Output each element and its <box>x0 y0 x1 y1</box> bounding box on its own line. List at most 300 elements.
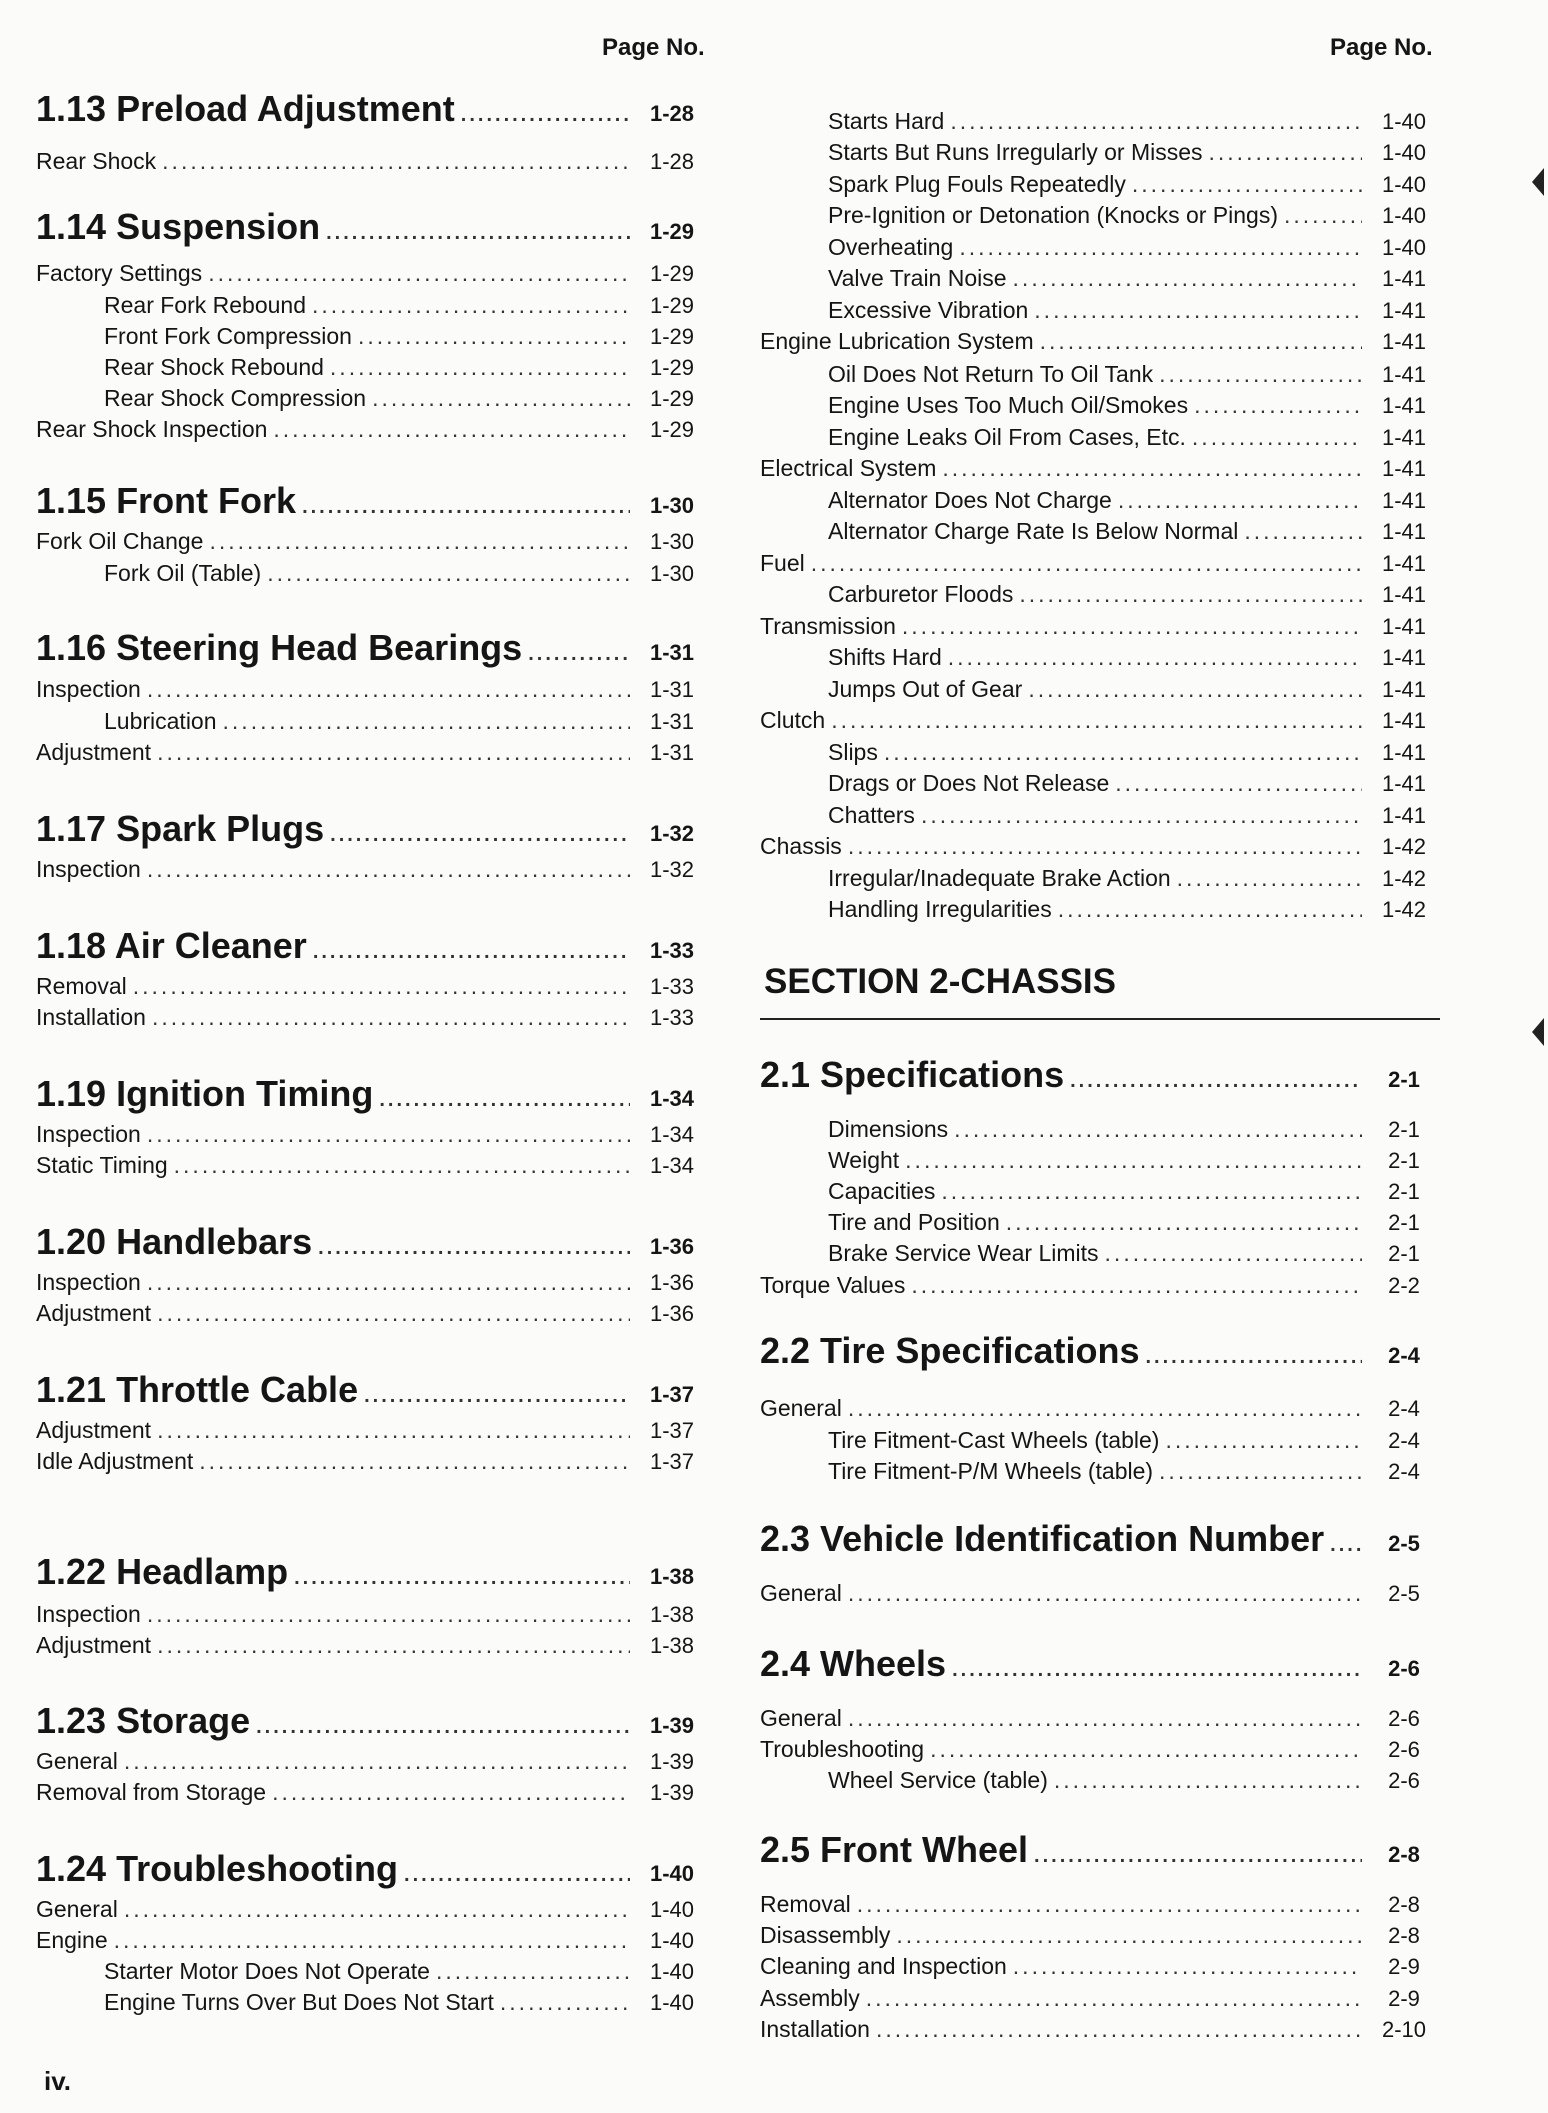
toc-page-number: 1-41 <box>1381 740 1427 765</box>
toc-entry-title: Factory Settings <box>36 260 203 286</box>
toc-page-number: 1-29 <box>649 324 695 349</box>
toc-page-number: 2-1 <box>1388 1179 1420 1204</box>
dot-leader <box>330 354 630 381</box>
dot-leader <box>911 1272 1362 1299</box>
toc-page-number: 1-40 <box>1381 172 1427 197</box>
toc-page-number: 1-41 <box>1381 393 1427 418</box>
dot-leader <box>372 385 630 412</box>
toc-entry <box>760 1458 1440 1485</box>
toc-entry <box>760 1395 1440 1422</box>
dot-leader <box>954 1116 1362 1143</box>
toc-entry-title: 1.13 Preload Adjustment <box>36 88 455 129</box>
toc-entry <box>36 1958 708 1985</box>
toc-page-number: 1-40 <box>649 1959 695 1984</box>
toc-page-number: 2-1 <box>1388 1117 1420 1142</box>
toc-page-number: 1-29 <box>649 219 695 244</box>
dot-leader <box>1054 1767 1362 1794</box>
dot-leader <box>267 560 630 587</box>
toc-entry <box>36 1004 708 1031</box>
toc-entry-title: Removal <box>760 1891 851 1917</box>
toc-section-entry <box>36 627 708 669</box>
toc-page-number: 2-4 <box>1388 1428 1420 1453</box>
dot-leader <box>1028 676 1362 703</box>
toc-entry-title: Clutch <box>760 707 826 733</box>
toc-page-number: 2-4 <box>1388 1396 1420 1421</box>
dot-leader <box>461 104 630 127</box>
toc-entry <box>36 856 708 883</box>
toc-page-number: 1-41 <box>1381 362 1427 387</box>
toc-entry <box>760 739 1440 766</box>
toc-page-number: 1-33 <box>649 974 695 999</box>
toc-section-entry <box>36 925 708 967</box>
toc-page-number: 1-36 <box>649 1234 695 1259</box>
dot-leader <box>941 1178 1362 1205</box>
toc-entry-title: Drags or Does Not Release <box>828 770 1110 796</box>
toc-page-number: 1-41 <box>1381 677 1427 702</box>
toc-section-entry <box>36 480 708 522</box>
dot-leader <box>959 234 1362 261</box>
toc-entry <box>36 708 708 735</box>
dot-leader <box>896 1922 1362 1949</box>
dot-leader <box>312 292 630 319</box>
toc-entry <box>36 1601 708 1628</box>
toc-section-entry <box>36 1700 708 1742</box>
toc-entry-title: Torque Values <box>760 1272 906 1298</box>
dot-leader <box>199 1448 630 1475</box>
toc-entry-title: Spark Plug Fouls Repeatedly <box>828 171 1126 197</box>
dot-leader <box>124 1896 630 1923</box>
toc-page-number: 2-10 <box>1381 2017 1427 2042</box>
toc-page-number: 2-5 <box>1388 1581 1420 1606</box>
toc-entry-title: Excessive Vibration <box>828 297 1029 323</box>
toc-page-number: 1-29 <box>649 355 695 380</box>
toc-page-number: 1-40 <box>1381 235 1427 260</box>
toc-section-entry <box>36 1221 708 1263</box>
toc-page-number: 1-37 <box>649 1449 695 1474</box>
toc-entry <box>36 1927 708 1954</box>
toc-entry <box>36 148 708 175</box>
dot-leader <box>1070 1070 1362 1093</box>
toc-entry-title: Capacities <box>828 1178 936 1204</box>
toc-page-number: 1-41 <box>1381 803 1427 828</box>
toc-entry-title: 2.5 Front Wheel <box>760 1829 1029 1870</box>
toc-entry <box>36 1632 708 1659</box>
toc-entry <box>760 171 1440 198</box>
toc-page-number: 2-4 <box>1388 1343 1420 1368</box>
toc-entry-title: Transmission <box>760 613 896 639</box>
dot-leader <box>1118 487 1362 514</box>
toc-entry-title: Alternator Charge Rate Is Below Normal <box>828 518 1239 544</box>
dot-leader <box>500 1989 630 2016</box>
toc-entry-title: Rear Shock Compression <box>104 385 367 411</box>
toc-page-number: 1-31 <box>649 740 695 765</box>
dot-leader <box>174 1152 630 1179</box>
toc-page-number: 1-38 <box>649 1633 695 1658</box>
toc-page-number: 1-34 <box>649 1122 695 1147</box>
toc-entry <box>760 1922 1440 1949</box>
toc-entry <box>760 1147 1440 1174</box>
dot-leader <box>1209 139 1362 166</box>
toc-entry <box>760 833 1440 860</box>
toc-entry-title: General <box>760 1705 842 1731</box>
toc-entry-title: Fuel <box>760 550 805 576</box>
toc-entry-title: Lubrication <box>104 708 217 734</box>
toc-entry-title: 1.15 Front Fork <box>36 480 297 521</box>
dot-leader <box>318 1237 630 1260</box>
section-divider <box>760 1018 1440 1020</box>
toc-entry <box>760 455 1440 482</box>
dot-leader <box>848 1705 1362 1732</box>
toc-page-number: 2-6 <box>1388 1706 1420 1731</box>
toc-entry <box>760 487 1440 514</box>
dot-leader <box>848 1580 1362 1607</box>
dot-leader <box>157 1300 630 1327</box>
toc-page-number: 1-34 <box>649 1153 695 1178</box>
dot-leader <box>147 1121 630 1148</box>
toc-entry-title: 2.2 Tire Specifications <box>760 1330 1140 1371</box>
toc-page-number: 2-4 <box>1388 1459 1420 1484</box>
toc-page-number: 1-36 <box>649 1301 695 1326</box>
toc-entry <box>760 297 1440 324</box>
dot-leader <box>1006 1209 1362 1236</box>
dot-leader <box>950 108 1362 135</box>
toc-entry-title: Tire Fitment-P/M Wheels (table) <box>828 1458 1154 1484</box>
toc-entry-title: 1.19 Ignition Timing <box>36 1073 374 1114</box>
dot-leader <box>313 941 630 964</box>
toc-entry-title: Inspection <box>36 1269 141 1295</box>
toc-entry <box>760 139 1440 166</box>
toc-page-number: 1-31 <box>649 677 695 702</box>
toc-entry <box>36 1417 708 1444</box>
toc-entry-title: Adjustment <box>36 1632 152 1658</box>
toc-entry <box>760 2016 1440 2043</box>
binding-edge-mark <box>1532 168 1544 196</box>
dot-leader <box>1330 1534 1362 1557</box>
toc-entry-title: Front Fork Compression <box>104 323 352 349</box>
toc-entry <box>760 328 1440 355</box>
dot-leader <box>223 708 630 735</box>
toc-entry <box>36 973 708 1000</box>
toc-entry-title: General <box>36 1748 118 1774</box>
toc-entry <box>760 518 1440 545</box>
toc-entry-title: Inspection <box>36 1601 141 1627</box>
dot-leader <box>811 550 1362 577</box>
toc-page-number: 1-32 <box>649 857 695 882</box>
toc-entry-title: 1.21 Throttle Cable <box>36 1369 359 1410</box>
toc-entry <box>760 1705 1440 1732</box>
toc-entry-title: Installation <box>36 1004 146 1030</box>
toc-page-number: 1-40 <box>649 1897 695 1922</box>
toc-entry <box>760 644 1440 671</box>
toc-entry-title: Brake Service Wear Limits <box>828 1240 1099 1266</box>
dot-leader <box>124 1748 630 1775</box>
toc-entry <box>36 739 708 766</box>
dot-leader <box>1105 1240 1362 1267</box>
toc-page-number: 2-9 <box>1388 1954 1420 1979</box>
toc-entry <box>36 1779 708 1806</box>
dot-leader <box>1013 265 1362 292</box>
toc-page-number: 1-41 <box>1381 456 1427 481</box>
dot-leader <box>930 1736 1362 1763</box>
toc-entry-title: Rear Fork Rebound <box>104 292 306 318</box>
toc-page-number: 2-9 <box>1388 1986 1420 2011</box>
toc-entry-title: General <box>760 1395 842 1421</box>
dot-leader <box>162 148 630 175</box>
toc-page-number: 2-5 <box>1388 1531 1420 1556</box>
toc-entry-title: Fork Oil Change <box>36 528 204 554</box>
toc-entry-title: Oil Does Not Return To Oil Tank <box>828 361 1154 387</box>
dot-leader <box>1177 865 1362 892</box>
dot-leader <box>921 802 1362 829</box>
toc-entry-title: Valve Train Noise <box>828 265 1007 291</box>
dot-leader <box>857 1891 1362 1918</box>
toc-entry-title: Electrical System <box>760 455 937 481</box>
toc-entry <box>760 1985 1440 2012</box>
toc-entry-title: 1.17 Spark Plugs <box>36 808 325 849</box>
dot-leader <box>364 1385 630 1408</box>
toc-page-number: 2-1 <box>1388 1241 1420 1266</box>
toc-page-number: 1-41 <box>1381 425 1427 450</box>
toc-entry-title: 2.3 Vehicle Identification Number <box>760 1518 1325 1559</box>
toc-entry-title: Static Timing <box>36 1152 168 1178</box>
toc-page-number: 1-29 <box>649 293 695 318</box>
dot-leader <box>1244 518 1362 545</box>
toc-entry-title: Assembly <box>760 1985 860 2011</box>
toc-section-entry <box>760 1643 1440 1685</box>
toc-entry-title: Adjustment <box>36 1417 152 1443</box>
dot-leader <box>1040 328 1362 355</box>
toc-entry <box>760 108 1440 135</box>
toc-entry-title: Installation <box>760 2016 870 2042</box>
toc-entry <box>36 354 708 381</box>
toc-entry <box>760 1116 1440 1143</box>
dot-leader <box>831 707 1362 734</box>
dot-leader <box>1058 896 1362 923</box>
dot-leader <box>1019 581 1362 608</box>
toc-entry-title: Overheating <box>828 234 954 260</box>
dot-leader <box>1159 361 1362 388</box>
toc-page-number: 1-39 <box>649 1749 695 1774</box>
dot-leader <box>209 528 630 555</box>
toc-section-entry <box>36 808 708 850</box>
toc-entry-title: Fork Oil (Table) <box>104 560 262 586</box>
toc-entry-title: Rear Shock <box>36 148 157 174</box>
toc-page-number: 2-6 <box>1388 1768 1420 1793</box>
dot-leader <box>147 1269 630 1296</box>
toc-entry-title: Chatters <box>828 802 915 828</box>
toc-entry <box>36 1748 708 1775</box>
toc-entry-title: Engine Lubrication System <box>760 328 1034 354</box>
toc-page-number: 1-28 <box>649 149 695 174</box>
toc-entry <box>760 613 1440 640</box>
dot-leader <box>330 824 630 847</box>
toc-page-number: 1-41 <box>1381 582 1427 607</box>
toc-page-number: 1-40 <box>1381 140 1427 165</box>
toc-entry-title: Idle Adjustment <box>36 1448 194 1474</box>
binding-edge-mark <box>1532 1018 1544 1046</box>
toc-page-number: 1-41 <box>1381 519 1427 544</box>
toc-entry-title: Jumps Out of Gear <box>828 676 1023 702</box>
toc-entry-title: Adjustment <box>36 1300 152 1326</box>
dot-leader <box>147 1601 630 1628</box>
dot-leader <box>358 323 630 350</box>
dot-leader <box>1115 770 1362 797</box>
dot-leader <box>256 1716 630 1739</box>
toc-entry-title: Pre-Ignition or Detonation (Knocks or Pings) <box>828 202 1278 228</box>
dot-leader <box>1013 1953 1362 1980</box>
toc-page-number: 1-30 <box>649 529 695 554</box>
dot-leader <box>157 1632 630 1659</box>
toc-page-number: 1-40 <box>649 1928 695 1953</box>
toc-entry-title: Tire and Position <box>828 1209 1000 1235</box>
dot-leader <box>208 260 630 287</box>
toc-entry <box>36 323 708 350</box>
toc-entry-title: Carburetor Floods <box>828 581 1014 607</box>
toc-page-number: 1-40 <box>1381 203 1427 228</box>
toc-section-entry <box>36 1551 708 1593</box>
toc-page-number: 1-41 <box>1381 266 1427 291</box>
toc-section-entry <box>36 1073 708 1115</box>
toc-entry-title: Rear Shock Inspection <box>36 416 268 442</box>
toc-section-entry <box>36 206 708 248</box>
toc-entry <box>36 1152 708 1179</box>
toc-entry-title: Tire Fitment-Cast Wheels (table) <box>828 1427 1160 1453</box>
dot-leader <box>273 416 630 443</box>
toc-page-number: 1-32 <box>649 821 695 846</box>
dot-leader <box>404 1864 630 1887</box>
toc-entry <box>760 1580 1440 1607</box>
dot-leader <box>1146 1346 1363 1369</box>
toc-page-number: 1-39 <box>649 1780 695 1805</box>
toc-page-number: 1-38 <box>649 1564 695 1589</box>
toc-entry <box>760 1178 1440 1205</box>
toc-entry-title: Shifts Hard <box>828 644 942 670</box>
dot-leader <box>942 455 1362 482</box>
toc-page-number: 1-36 <box>649 1270 695 1295</box>
toc-entry <box>760 392 1440 419</box>
toc-page-number: 1-42 <box>1381 866 1427 891</box>
toc-entry <box>760 1209 1440 1236</box>
toc-page-number: 1-37 <box>649 1382 695 1407</box>
toc-page-number: 1-34 <box>649 1086 695 1111</box>
dot-leader <box>1192 424 1362 451</box>
toc-entry <box>760 1767 1440 1794</box>
toc-entry <box>760 234 1440 261</box>
dot-leader <box>147 676 630 703</box>
toc-page-number: 1-40 <box>649 1990 695 2015</box>
toc-page-number: 1-31 <box>649 709 695 734</box>
toc-entry <box>760 424 1440 451</box>
dot-leader <box>876 2016 1362 2043</box>
toc-entry-title: Handling Irregularities <box>828 896 1052 922</box>
toc-entry-title: Rear Shock Rebound <box>104 354 324 380</box>
dot-leader <box>272 1779 630 1806</box>
toc-page-number: 1-37 <box>649 1418 695 1443</box>
toc-page-number: 1-41 <box>1381 614 1427 639</box>
toc-entry-title: 1.14 Suspension <box>36 206 321 247</box>
toc-entry-title: 2.1 Specifications <box>760 1054 1065 1095</box>
toc-entry <box>760 265 1440 292</box>
toc-entry-title: Engine Leaks Oil From Cases, Etc. <box>828 424 1186 450</box>
toc-entry-title: Inspection <box>36 856 141 882</box>
toc-entry-title: Inspection <box>36 1121 141 1147</box>
toc-page-number: 1-28 <box>649 101 695 126</box>
toc-entry <box>760 707 1440 734</box>
toc-entry-title: Engine Turns Over But Does Not Start <box>104 1989 494 2015</box>
toc-entry-title: Removal <box>36 973 127 999</box>
toc-entry-title: Removal from Storage <box>36 1779 267 1805</box>
dot-leader <box>905 1147 1362 1174</box>
toc-page-number: 1-33 <box>649 938 695 963</box>
toc-entry-title: 1.20 Handlebars <box>36 1221 313 1262</box>
toc-entry-title: Engine Uses Too Much Oil/Smokes <box>828 392 1189 418</box>
toc-page-number: 2-8 <box>1388 1892 1420 1917</box>
toc-entry <box>760 676 1440 703</box>
toc-entry-title: 1.23 Storage <box>36 1700 251 1741</box>
dot-leader <box>133 973 630 1000</box>
toc-entry-title: 1.22 Headlamp <box>36 1551 289 1592</box>
toc-entry-title: Alternator Does Not Charge <box>828 487 1112 513</box>
toc-entry <box>36 528 708 555</box>
toc-page-number: 2-6 <box>1388 1737 1420 1762</box>
toc-page-number: 2-8 <box>1388 1842 1420 1867</box>
dot-leader <box>1034 297 1362 324</box>
toc-entry <box>36 676 708 703</box>
page-no-header-left: Page No. <box>602 34 705 61</box>
toc-page-number: 1-41 <box>1381 488 1427 513</box>
toc-entry <box>760 202 1440 229</box>
toc-entry <box>760 802 1440 829</box>
toc-entry <box>760 550 1440 577</box>
toc-section-entry <box>36 88 708 130</box>
dot-leader <box>1194 392 1362 419</box>
toc-page-number: 1-41 <box>1381 771 1427 796</box>
toc-entry-title: Starts Hard <box>828 108 945 134</box>
toc-section-entry <box>36 1848 708 1890</box>
toc-entry-title: Dimensions <box>828 1116 949 1142</box>
toc-entry-title: Weight <box>828 1147 900 1173</box>
toc-entry-title: 2.4 Wheels <box>760 1643 947 1684</box>
dot-leader <box>302 496 630 519</box>
toc-entry <box>36 260 708 287</box>
toc-page-number: 1-29 <box>649 261 695 286</box>
toc-entry-title: Troubleshooting <box>760 1736 925 1762</box>
toc-entry <box>760 361 1440 388</box>
toc-section-entry <box>760 1054 1440 1096</box>
dot-leader <box>948 644 1362 671</box>
toc-entry-title: Starts But Runs Irregularly or Misses <box>828 139 1203 165</box>
toc-entry <box>760 865 1440 892</box>
toc-page-number: 1-39 <box>649 1713 695 1738</box>
toc-entry-title: Inspection <box>36 676 141 702</box>
dot-leader <box>152 1004 630 1031</box>
toc-entry <box>36 1448 708 1475</box>
toc-entry-title: Irregular/Inadequate Brake Action <box>828 865 1171 891</box>
toc-entry <box>760 770 1440 797</box>
dot-leader <box>379 1089 630 1112</box>
toc-section-entry <box>760 1518 1440 1560</box>
dot-leader <box>114 1927 630 1954</box>
toc-page-number: 1-41 <box>1381 298 1427 323</box>
toc-entry-title: Slips <box>828 739 878 765</box>
dot-leader <box>326 222 630 245</box>
dot-leader <box>952 1659 1362 1682</box>
toc-page-number: 1-41 <box>1381 645 1427 670</box>
dot-leader <box>1132 171 1362 198</box>
dot-leader <box>1284 202 1362 229</box>
page-no-header-right: Page No. <box>1330 34 1433 61</box>
toc-entry-title: Starter Motor Does Not Operate <box>104 1958 430 1984</box>
